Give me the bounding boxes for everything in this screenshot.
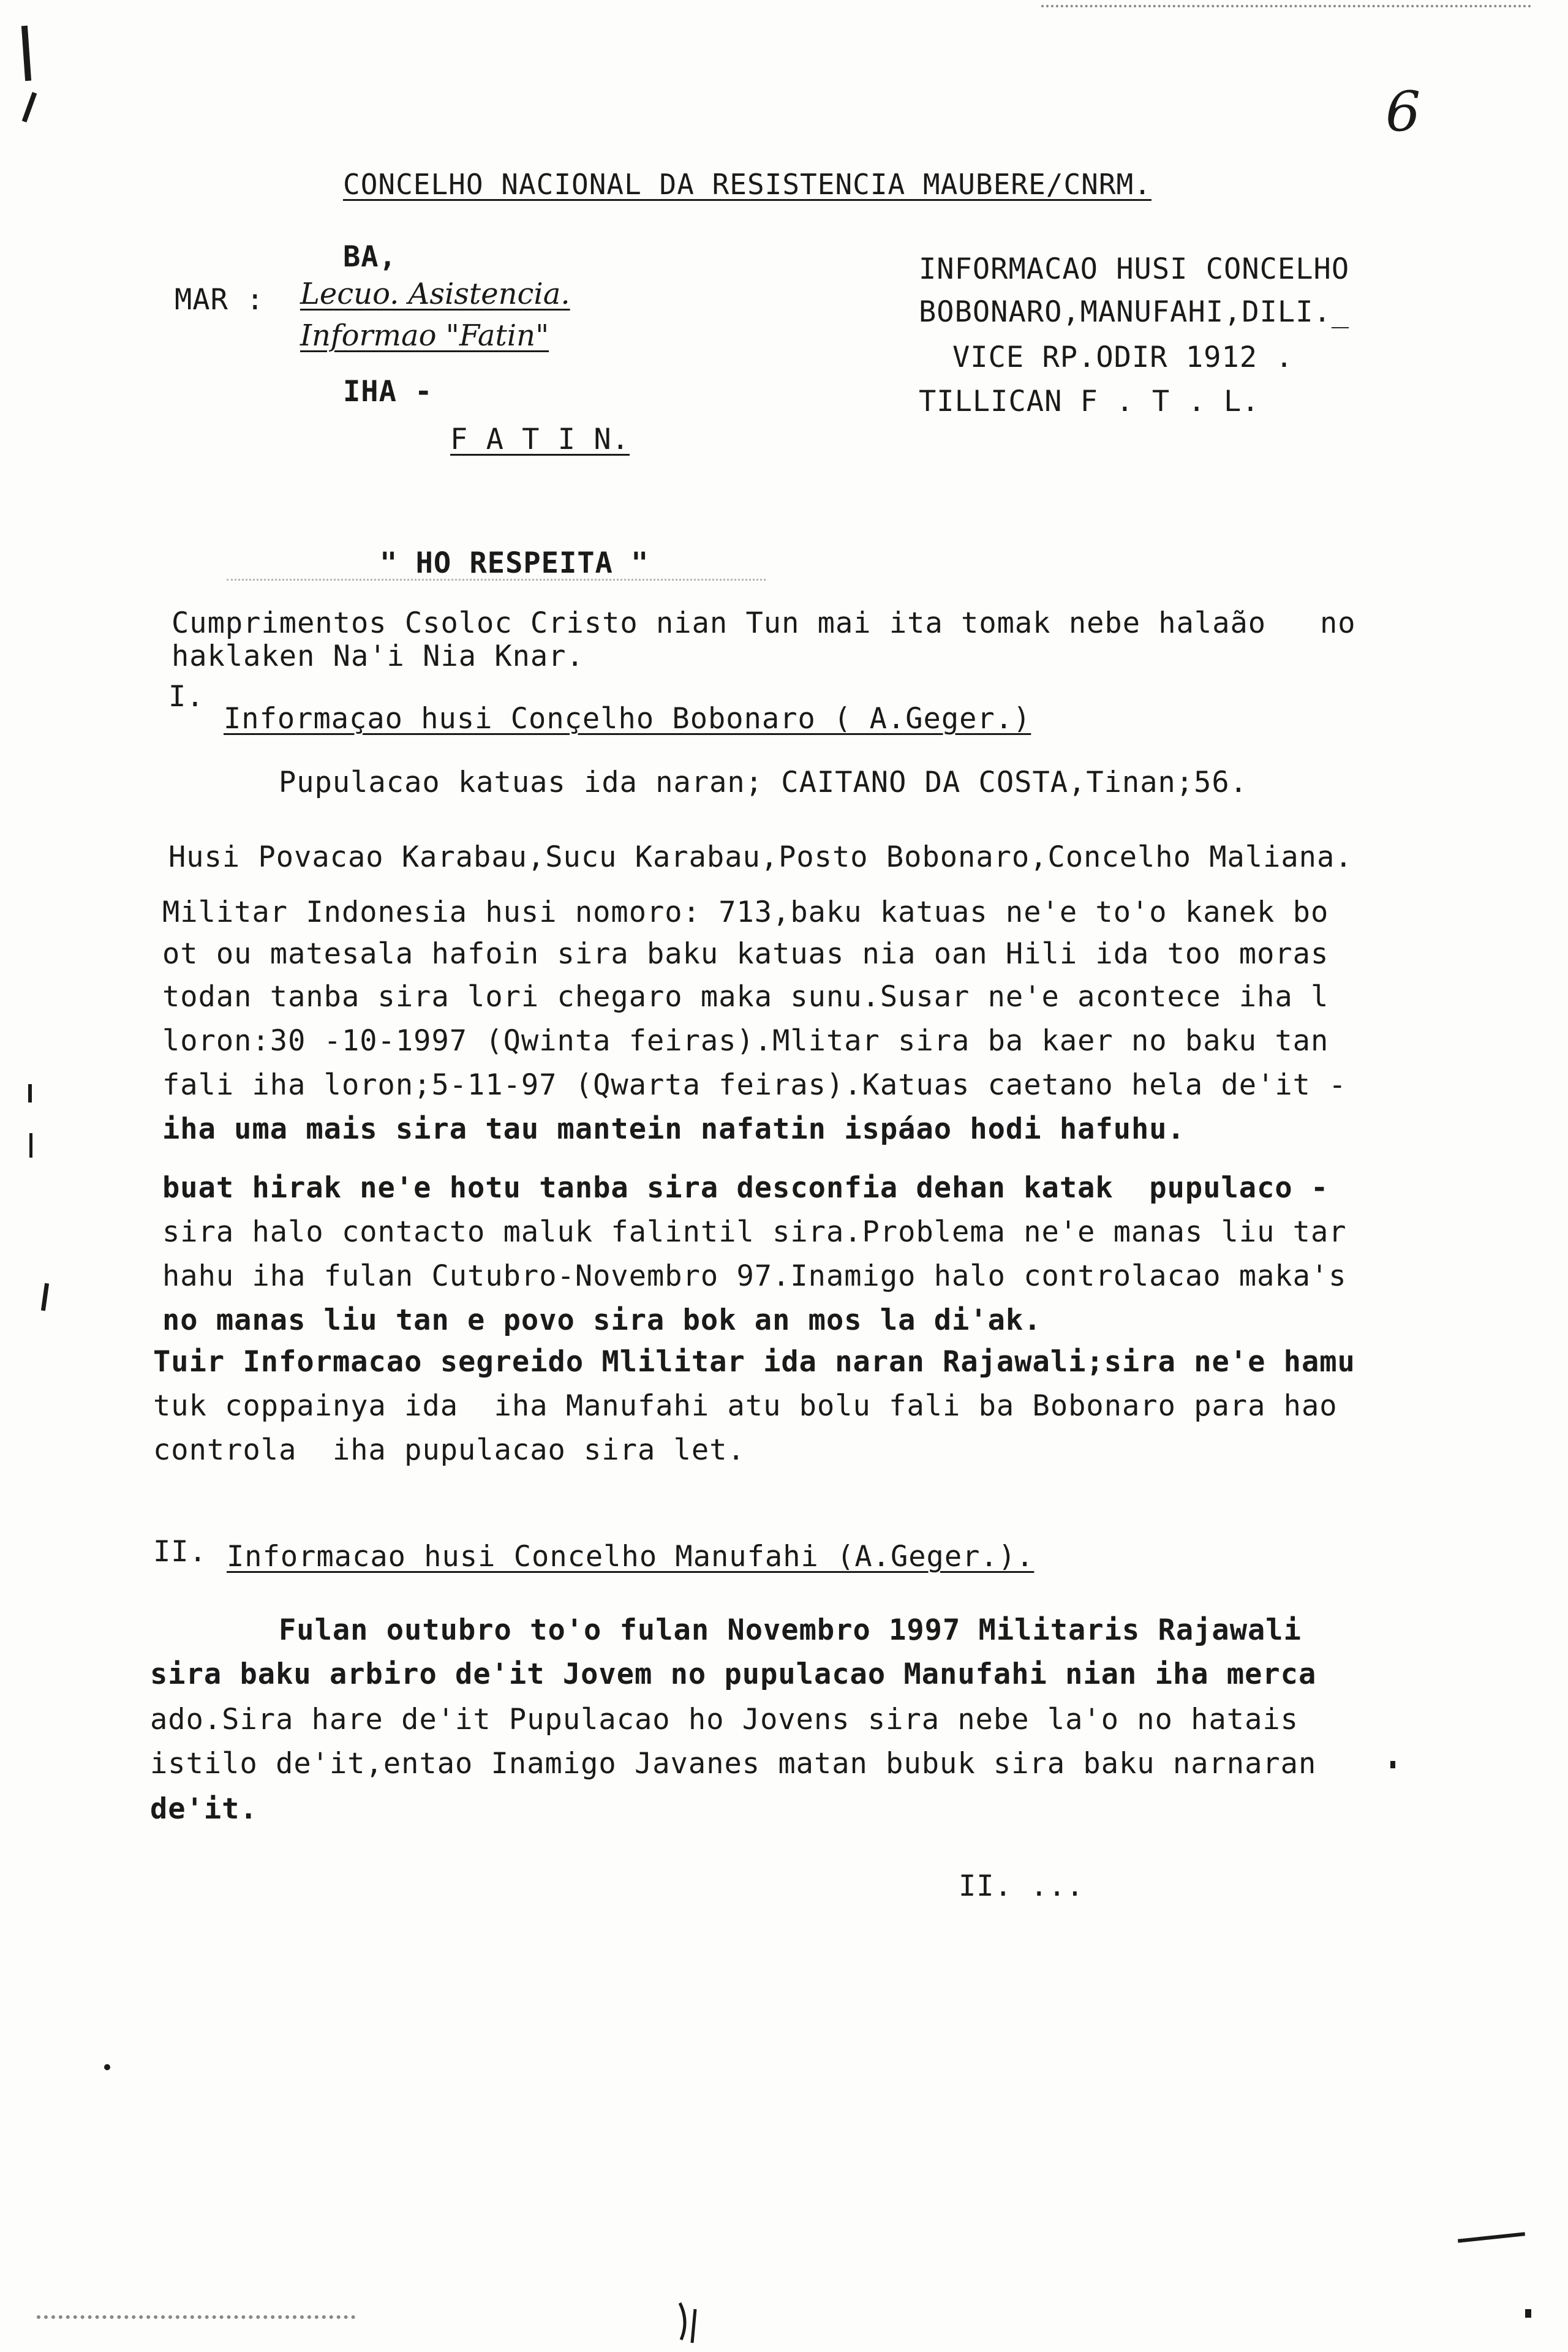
section-2-line: de'it. xyxy=(150,1792,258,1826)
section-1-line: tuk coppainya ida iha Manufahi atu bolu fali ba Bobonaro para hao xyxy=(153,1389,1338,1423)
margin-tick-3 xyxy=(41,1283,49,1311)
source-line-4: TILLICAN F . T . L. xyxy=(919,385,1260,418)
salutation: " HO RESPEITA " xyxy=(380,546,649,580)
source-line-2: BOBONARO,MANUFAHI,DILI._ xyxy=(919,295,1350,329)
address-mar-label: MAR : xyxy=(175,283,265,317)
binding-mark-top xyxy=(21,26,31,81)
section-1-line: Tuir Informacao segreido Mlilitar ida naran Rajawali;sira ne'e hamu xyxy=(153,1345,1355,1379)
section-2-line: istilo de'it,entao Inamigo Javanes matan bubuk sira baku narnaran xyxy=(150,1747,1317,1781)
margin-dot-2 xyxy=(104,2064,110,2070)
continuation-marker: II. ... xyxy=(959,1869,1085,1903)
section-1-line: no manas liu tan e povo sira bok an mos la di'ak. xyxy=(162,1303,1042,1337)
right-edge-dot xyxy=(1525,2309,1531,2318)
section-1-line: loron:30 -10-1997 (Qwinta feiras).Mlitar sira ba kaer no baku tan xyxy=(162,1024,1329,1058)
address-iha: IHA - xyxy=(343,375,433,409)
binding-mark-hook xyxy=(22,92,37,123)
section-1-heading: Informaçao husi Conçelho Bobonaro ( A.Geger.) xyxy=(224,702,1031,736)
section-1-line: Militar Indonesia husi nomoro: 713,baku katuas ne'e to'o kanek bo xyxy=(162,895,1329,929)
section-1-line: todan tanba sira lori chegaro maka sunu.Susar ne'e acontece iha l xyxy=(162,980,1329,1014)
address-mar-handwritten-1: Lecuo. Asistencia. xyxy=(300,277,570,311)
section-1-line: Pupulacao katuas ida naran; CAITANO DA COSTA,Tinan;56. xyxy=(279,766,1248,799)
address-ba: BA, xyxy=(343,240,397,274)
source-line-3: VICE RP.ODIR 1912 . xyxy=(952,341,1294,374)
top-scan-noise xyxy=(1041,5,1531,7)
margin-dot-1 xyxy=(1390,1761,1395,1768)
address-mar-handwritten-2: Informao "Fatin" xyxy=(300,318,549,353)
section-1-line: fali iha loron;5-11-97 (Qwarta feiras).Katuas caetano hela de'it - xyxy=(162,1068,1347,1102)
address-fatin: F A T I N. xyxy=(450,423,630,456)
section-2-number: II. xyxy=(153,1535,207,1569)
section-1-line: ot ou matesala hafoin sira baku katuas nia oan Hili ida too moras xyxy=(162,937,1329,971)
source-line-1: INFORMACAO HUSI CONCELHO xyxy=(919,252,1350,286)
bottom-scribble xyxy=(674,2297,710,2346)
section-1-line: sira halo contacto maluk falintil sira.Problema ne'e manas liu tar xyxy=(162,1215,1347,1249)
margin-tick-2 xyxy=(29,1133,32,1158)
section-1-line: controla iha pupulacao sira let. xyxy=(153,1433,745,1467)
section-1-line: Husi Povacao Karabau,Sucu Karabau,Posto Bobonaro,Concelho Maliana. xyxy=(168,840,1353,874)
section-2-line: ado.Sira hare de'it Pupulacao ho Jovens sira nebe la'o no hatais xyxy=(150,1703,1298,1736)
section-1-line: buat hirak ne'e hotu tanba sira desconfia dehan katak pupulaco - xyxy=(162,1171,1329,1205)
section-1-line: hahu iha fulan Cutubro-Novembro 97.Inamigo halo controlacao maka's xyxy=(162,1259,1347,1293)
section-2-heading: Informacao husi Concelho Manufahi (A.Geger.). xyxy=(227,1540,1035,1574)
document-title: CONCELHO NACIONAL DA RESISTENCIA MAUBERE/CNRM. xyxy=(343,168,1152,201)
section-1-line: iha uma mais sira tau mantein nafatin ispáao hodi hafuhu. xyxy=(162,1112,1185,1146)
section-2-line: sira baku arbiro de'it Jovem no pupulacao Manufahi nian iha merca xyxy=(150,1657,1317,1691)
bottom-scan-noise xyxy=(37,2315,355,2319)
right-edge-dash xyxy=(1458,2232,1525,2242)
margin-tick-1 xyxy=(28,1084,32,1102)
intro-line-1: Cumprimentos Csoloc Cristo nian Tun mai ita tomak nebe halaão no xyxy=(172,606,1356,640)
page-number: 6 xyxy=(1385,80,1421,144)
section-1-number: I. xyxy=(168,680,205,714)
intro-line-2: haklaken Na'i Nia Knar. xyxy=(172,639,584,673)
section-2-line: Fulan outubro to'o fulan Novembro 1997 Militaris Rajawali xyxy=(279,1613,1302,1647)
